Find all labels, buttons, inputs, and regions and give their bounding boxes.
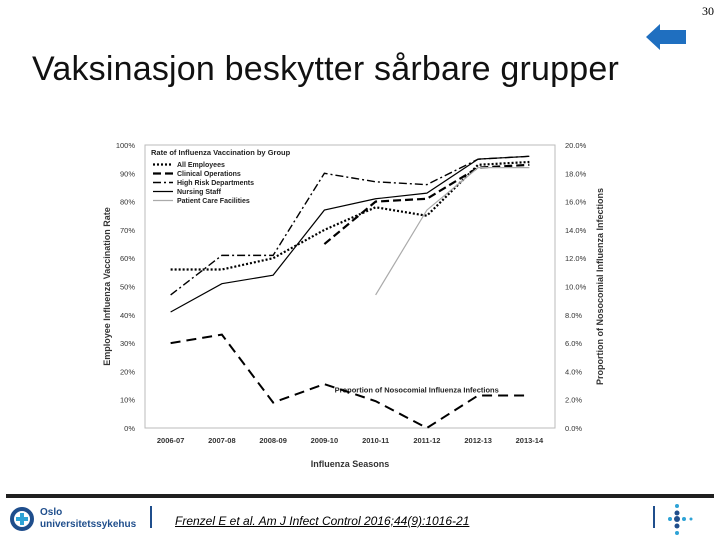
chart-annotation: Proportion of Nosocomial Influenza Infections [334, 385, 499, 395]
dots-pattern-icon [663, 502, 699, 536]
chart-title: Rate of Influenza Vaccination by Group [151, 148, 291, 157]
x-tick-label: 2009-10 [310, 436, 339, 445]
legend-label: Clinical Operations [177, 171, 241, 178]
ous-logo [10, 507, 140, 533]
y2-tick-label: 2.0% [565, 395, 583, 405]
legend-label: Patient Care Facilities [177, 198, 250, 205]
footer [0, 494, 720, 540]
x-tick-label: 2012-13 [464, 436, 492, 445]
x-tick-label: 2013-14 [515, 436, 544, 445]
y2-tick-label: 18.0% [565, 169, 587, 179]
y2-tick-label: 20.0% [565, 141, 587, 150]
y2-tick-label: 6.0% [565, 339, 583, 349]
series-line [376, 168, 530, 295]
y2-tick-label: 8.0% [565, 310, 583, 320]
y-tick-label: 30% [119, 339, 135, 349]
series-line [324, 165, 529, 244]
legend-label: High Risk Departments [177, 180, 255, 187]
y-tick-label: 80% [119, 197, 135, 207]
legend-label: All Employees [177, 162, 225, 169]
x-tick-label: 2011-12 [413, 436, 441, 445]
vaccination-chart [100, 130, 610, 475]
series-line [171, 335, 530, 428]
y2-tick-label: 12.0% [565, 254, 587, 264]
x-tick-label: 2010-11 [362, 436, 390, 445]
footer-divider-right [653, 506, 655, 528]
ous-logo-icon [10, 507, 34, 531]
y-tick-label: 20% [119, 367, 135, 377]
footer-divider-left [150, 506, 152, 528]
x-axis-title: Influenza Seasons [310, 459, 390, 469]
logo-line1: Oslo [40, 507, 63, 518]
y-tick-label: 90% [119, 169, 135, 179]
x-tick-label: 2006-07 [156, 436, 185, 445]
x-tick-label: 2007-08 [208, 436, 236, 445]
logo-line2: universitetssykehus [40, 519, 137, 530]
y2-tick-label: 0.0% [565, 424, 583, 433]
legend-label: Nursing Staff [177, 189, 221, 196]
y-tick-label: 50% [119, 282, 135, 292]
y2-tick-label: 14.0% [565, 225, 587, 235]
footer-band [6, 494, 714, 498]
back-arrow-icon[interactable] [646, 24, 686, 50]
y2-tick-label: 4.0% [565, 367, 583, 377]
y-tick-label: 40% [119, 310, 135, 320]
series-line [171, 162, 530, 270]
y-axis-title: Employee Influenza Vaccination Rate [102, 207, 112, 366]
slide-number: 30 [702, 4, 714, 18]
y-tick-label: 100% [115, 141, 135, 150]
y2-tick-label: 16.0% [565, 197, 587, 207]
y-tick-label: 0% [124, 424, 135, 433]
y-tick-label: 70% [119, 225, 135, 235]
x-tick-label: 2008-09 [259, 436, 287, 445]
y-tick-label: 10% [119, 395, 135, 405]
y-tick-label: 60% [119, 254, 135, 264]
y2-axis-title: Proportion of Nosocomial Influenza Infections [595, 187, 605, 386]
citation-link[interactable]: Frenzel E et al. Am J Infect Control 2016;44(9):1016-21 [175, 514, 470, 528]
y2-tick-label: 10.0% [565, 282, 587, 292]
slide-title: Vaksinasjon beskytter sårbare grupper [32, 50, 619, 88]
